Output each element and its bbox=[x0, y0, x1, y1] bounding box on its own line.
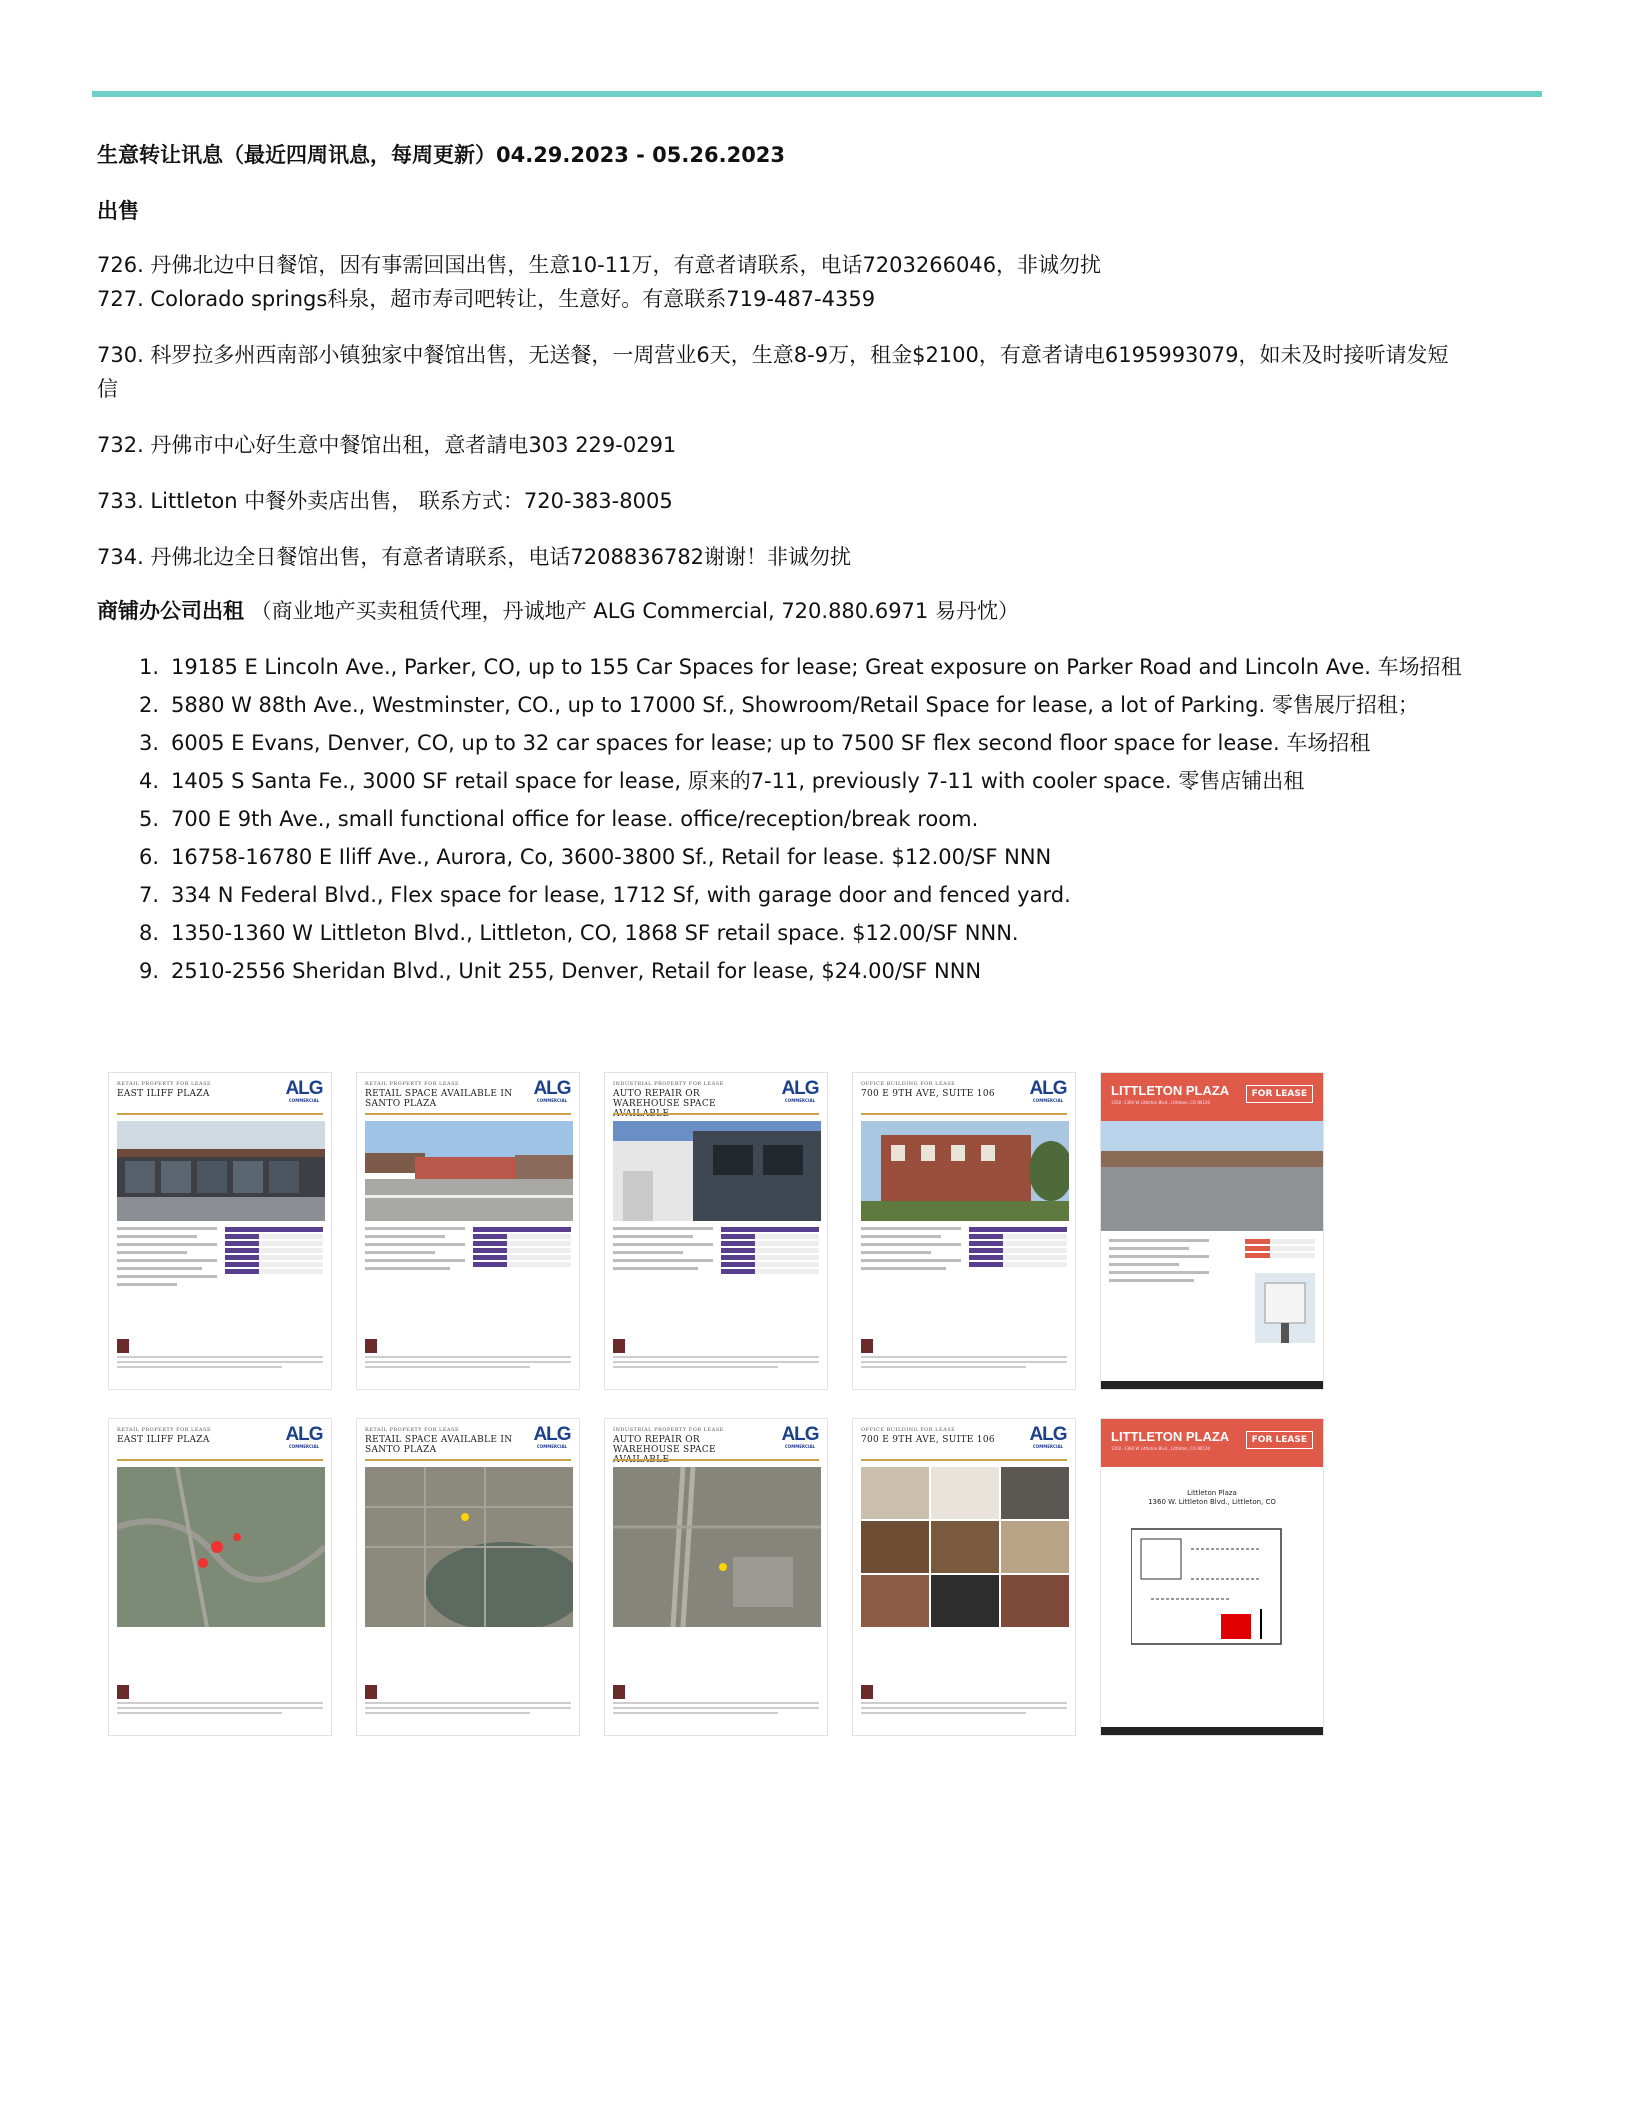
listing-text: 19185 E Lincoln Ave., Parker, CO, up to 155 Car Spaces for lease; Great exposure on Parker Road and Lincoln Ave. 车场招租 bbox=[171, 655, 1462, 679]
flyer-description bbox=[365, 1227, 465, 1275]
aerial-map bbox=[117, 1467, 325, 1627]
flyer-kicker: OFFICE BUILDING FOR LEASE bbox=[861, 1081, 956, 1087]
flyer-card[interactable] bbox=[604, 1072, 828, 1390]
sale-item-line: 730. 科罗拉多州西南部小镇独家中餐馆出售，无送餐，一周营业6天，生意8-9万，租金$2100，有意者请电6195993079，如未及时接听请发短 bbox=[97, 343, 1449, 367]
listing-text: 700 E 9th Ave., small functional office for lease. office/reception/break room. bbox=[171, 807, 979, 831]
listing-item bbox=[97, 876, 1517, 914]
listing-number: 3. bbox=[138, 731, 159, 755]
sale-section-title: 出售 bbox=[97, 199, 139, 223]
flyer-kicker: RETAIL PROPERTY FOR LEASE bbox=[365, 1081, 460, 1087]
listing-text: 6005 E Evans, Denver, CO, up to 32 car spaces for lease; up to 7500 SF flex second floor space for lease. 车场招租 bbox=[171, 731, 1371, 755]
listing-number: 6. bbox=[138, 845, 159, 869]
flyer-description bbox=[861, 1227, 961, 1275]
flyer-summary-table bbox=[969, 1227, 1067, 1269]
commercial-title: 商铺办公司出租 bbox=[97, 599, 244, 623]
flyer-kicker: RETAIL PROPERTY FOR LEASE bbox=[117, 1081, 212, 1087]
flyer-card[interactable] bbox=[852, 1072, 1076, 1390]
flyer-disclaimer bbox=[365, 1356, 571, 1371]
sale-item-line: 726. 丹佛北边中日餐馆，因有事需回国出售，生意10-11万，有意者请联系，电话7203266046，非诚勿扰 bbox=[97, 253, 1102, 277]
flyer-kicker: RETAIL PROPERTY FOR LEASE bbox=[365, 1427, 460, 1433]
aerial-map bbox=[613, 1467, 821, 1627]
listing-item bbox=[97, 686, 1517, 724]
listing-number: 1. bbox=[138, 655, 159, 679]
flyer-title: 700 E 9TH AVE, SUITE 106 bbox=[861, 1435, 995, 1445]
site-plan-title: Littleton Plaza 1360 W. Littleton Blvd., Littleton, CO bbox=[1148, 1489, 1276, 1506]
listing-number: 7. bbox=[138, 883, 159, 907]
flyer-summary-table bbox=[1245, 1239, 1315, 1260]
flyer-disclaimer bbox=[117, 1702, 323, 1717]
agent-photo bbox=[613, 1685, 625, 1699]
listing-text: 5880 W 88th Ave., Westminster, CO., up to 17000 Sf., Showroom/Retail Space for lease, a lot of Parking. 零售展厅招租； bbox=[171, 693, 1419, 717]
flyer-footer-bar bbox=[1101, 1381, 1323, 1389]
flyer-address: 1350 -1360 W Littleton Blvd., Littleton, CO 80120 bbox=[1111, 1100, 1211, 1105]
flyer-kicker: INDUSTRIAL PROPERTY FOR LEASE bbox=[613, 1427, 724, 1433]
flyer-title: RETAIL SPACE AVAILABLE IN SANTO PLAZA bbox=[365, 1435, 513, 1455]
agent-photo bbox=[117, 1685, 129, 1699]
page-title: 生意转让讯息（最近四周讯息，每周更新）04.29.2023 - 05.26.2023 bbox=[97, 143, 786, 167]
listing-number: 2. bbox=[138, 693, 159, 717]
parking-lot-photo bbox=[1101, 1121, 1324, 1231]
flyer-kicker: INDUSTRIAL PROPERTY FOR LEASE bbox=[613, 1081, 724, 1087]
flyer-card[interactable] bbox=[1100, 1072, 1324, 1390]
document-body bbox=[97, 140, 1517, 990]
divider bbox=[117, 1459, 323, 1461]
flyer-title: LITTLETON PLAZA bbox=[1111, 1083, 1230, 1098]
interior-photo-grid bbox=[861, 1467, 1069, 1627]
sale-item-line: 727. Colorado springs科泉，超市寿司吧转让，生意好。有意联系719-487-4359 bbox=[97, 287, 876, 311]
flyer-title: EAST ILIFF PLAZA bbox=[117, 1435, 210, 1445]
listing-item bbox=[97, 724, 1517, 762]
flyer-row bbox=[108, 1418, 1528, 1736]
divider bbox=[861, 1459, 1067, 1461]
flyer-banner bbox=[1101, 1073, 1323, 1121]
flyer-card[interactable] bbox=[356, 1418, 580, 1736]
listing-text: 16758-16780 E Iliff Ave., Aurora, Co, 3600-3800 Sf., Retail for lease. $12.00/SF NNN bbox=[171, 845, 1052, 869]
divider bbox=[613, 1459, 819, 1461]
divider bbox=[613, 1113, 819, 1115]
agent-photo bbox=[365, 1339, 377, 1353]
flyer-summary-table bbox=[721, 1227, 819, 1276]
divider bbox=[365, 1459, 571, 1461]
divider bbox=[365, 1113, 571, 1115]
signage-photo bbox=[1255, 1273, 1315, 1343]
agent-photo bbox=[613, 1339, 625, 1353]
aerial-map bbox=[365, 1467, 573, 1627]
flyer-title: AUTO REPAIR OR WAREHOUSE SPACE bbox=[613, 1089, 716, 1109]
agent-photo bbox=[117, 1339, 129, 1353]
flyer-title: LITTLETON PLAZA bbox=[1111, 1429, 1230, 1444]
flyer-address: 1350 -1360 W Littleton Blvd., Littleton, CO 80120 bbox=[1111, 1446, 1211, 1451]
for-lease-badge: FOR LEASE bbox=[1246, 1085, 1313, 1103]
alg-logo: ALG COMMERCIAL bbox=[533, 1424, 571, 1449]
storefront-photo bbox=[117, 1121, 325, 1221]
listing-item bbox=[97, 762, 1517, 800]
alg-logo: ALG COMMERCIAL bbox=[1029, 1424, 1067, 1449]
flyer-kicker: RETAIL PROPERTY FOR LEASE bbox=[117, 1427, 212, 1433]
alg-logo: ALG COMMERCIAL bbox=[285, 1078, 323, 1103]
flyer-description bbox=[1109, 1239, 1209, 1287]
listing-item bbox=[97, 800, 1517, 838]
flyer-row bbox=[108, 1072, 1528, 1390]
listing-item bbox=[97, 838, 1517, 876]
sale-item bbox=[97, 338, 1517, 406]
flyer-description bbox=[613, 1227, 713, 1275]
flyer-summary-table bbox=[473, 1227, 571, 1269]
flyer-title: AUTO REPAIR OR WAREHOUSE SPACE bbox=[613, 1435, 716, 1455]
listing-text: 1405 S Santa Fe., 3000 SF retail space for lease, 原来的7-11, previously 7-11 with cooler space. 零售店铺出租 bbox=[171, 769, 1305, 793]
divider bbox=[861, 1113, 1067, 1115]
commercial-listings bbox=[97, 648, 1517, 990]
flyer-card[interactable] bbox=[604, 1418, 828, 1736]
listing-item bbox=[97, 648, 1517, 686]
divider bbox=[117, 1113, 323, 1115]
commercial-subtitle: （商业地产买卖租赁代理，丹诚地产 ALG Commercial, 720.880.6971 易丹忱） bbox=[244, 599, 1019, 623]
flyer-description bbox=[117, 1227, 217, 1291]
listing-text: 1350-1360 W Littleton Blvd., Littleton, CO, 1868 SF retail space. $12.00/SF NNN. bbox=[171, 921, 1019, 945]
alg-logo: ALG COMMERCIAL bbox=[781, 1424, 819, 1449]
flyer-kicker: OFFICE BUILDING FOR LEASE bbox=[861, 1427, 956, 1433]
flyer-card[interactable] bbox=[1100, 1418, 1324, 1736]
alg-logo: ALG COMMERCIAL bbox=[533, 1078, 571, 1103]
listing-text: 2510-2556 Sheridan Blvd., Unit 255, Denver, Retail for lease, $24.00/SF NNN bbox=[171, 959, 982, 983]
flyer-disclaimer bbox=[613, 1702, 819, 1717]
agent-photo bbox=[365, 1685, 377, 1699]
sale-item bbox=[97, 428, 1517, 462]
listing-item bbox=[97, 914, 1517, 952]
flyer-title: EAST ILIFF PLAZA bbox=[117, 1089, 210, 1099]
flyer-summary-table bbox=[225, 1227, 323, 1276]
agent-photo bbox=[861, 1339, 873, 1353]
listing-number: 4. bbox=[138, 769, 159, 793]
listing-number: 9. bbox=[138, 959, 159, 983]
warehouse-photo bbox=[613, 1121, 821, 1221]
flyer-card[interactable] bbox=[108, 1418, 332, 1736]
flyer-title: 700 E 9TH AVE, SUITE 106 bbox=[861, 1089, 995, 1099]
flyer-card[interactable] bbox=[108, 1072, 332, 1390]
sale-item bbox=[97, 540, 1517, 574]
alg-logo: ALG COMMERCIAL bbox=[781, 1078, 819, 1103]
flyer-title: RETAIL SPACE AVAILABLE IN SANTO PLAZA bbox=[365, 1089, 513, 1109]
sale-item-line: 733. Littleton 中餐外卖店出售， 联系方式：720-383-8005 bbox=[97, 489, 673, 513]
commercial-section-title bbox=[97, 596, 1517, 626]
site-plan-diagram bbox=[1131, 1519, 1291, 1649]
flyer-disclaimer bbox=[613, 1356, 819, 1371]
sale-item-line: 734. 丹佛北边全日餐馆出售，有意者请联系，电话7208836782谢谢！非诚勿扰 bbox=[97, 545, 852, 569]
alg-logo: ALG COMMERCIAL bbox=[1029, 1078, 1067, 1103]
flyer-disclaimer bbox=[365, 1702, 571, 1717]
flyer-card[interactable] bbox=[356, 1072, 580, 1390]
for-lease-badge: FOR LEASE bbox=[1246, 1431, 1313, 1449]
listing-text: 334 N Federal Blvd., Flex space for lease, 1712 Sf, with garage door and fenced yard. bbox=[171, 883, 1071, 907]
flyer-disclaimer bbox=[861, 1356, 1067, 1371]
listing-number: 8. bbox=[138, 921, 159, 945]
flyer-banner bbox=[1101, 1419, 1323, 1467]
sale-item-line: 信 bbox=[97, 377, 118, 401]
flyer-disclaimer bbox=[861, 1702, 1067, 1717]
flyer-footer-bar bbox=[1101, 1727, 1323, 1735]
top-accent-bar bbox=[92, 91, 1542, 97]
strip-mall-photo bbox=[365, 1121, 573, 1221]
brick-building-photo bbox=[861, 1121, 1069, 1221]
sale-item bbox=[97, 484, 1517, 518]
alg-logo: ALG COMMERCIAL bbox=[285, 1424, 323, 1449]
listing-number: 5. bbox=[138, 807, 159, 831]
flyer-disclaimer bbox=[117, 1356, 323, 1371]
flyer-thumbnails bbox=[108, 1072, 1528, 1764]
sale-item-line: 732. 丹佛市中心好生意中餐馆出租，意者請电303 229-0291 bbox=[97, 433, 677, 457]
listing-item bbox=[97, 952, 1517, 990]
agent-photo bbox=[861, 1685, 873, 1699]
sale-item bbox=[97, 248, 1517, 316]
flyer-card[interactable] bbox=[852, 1418, 1076, 1736]
